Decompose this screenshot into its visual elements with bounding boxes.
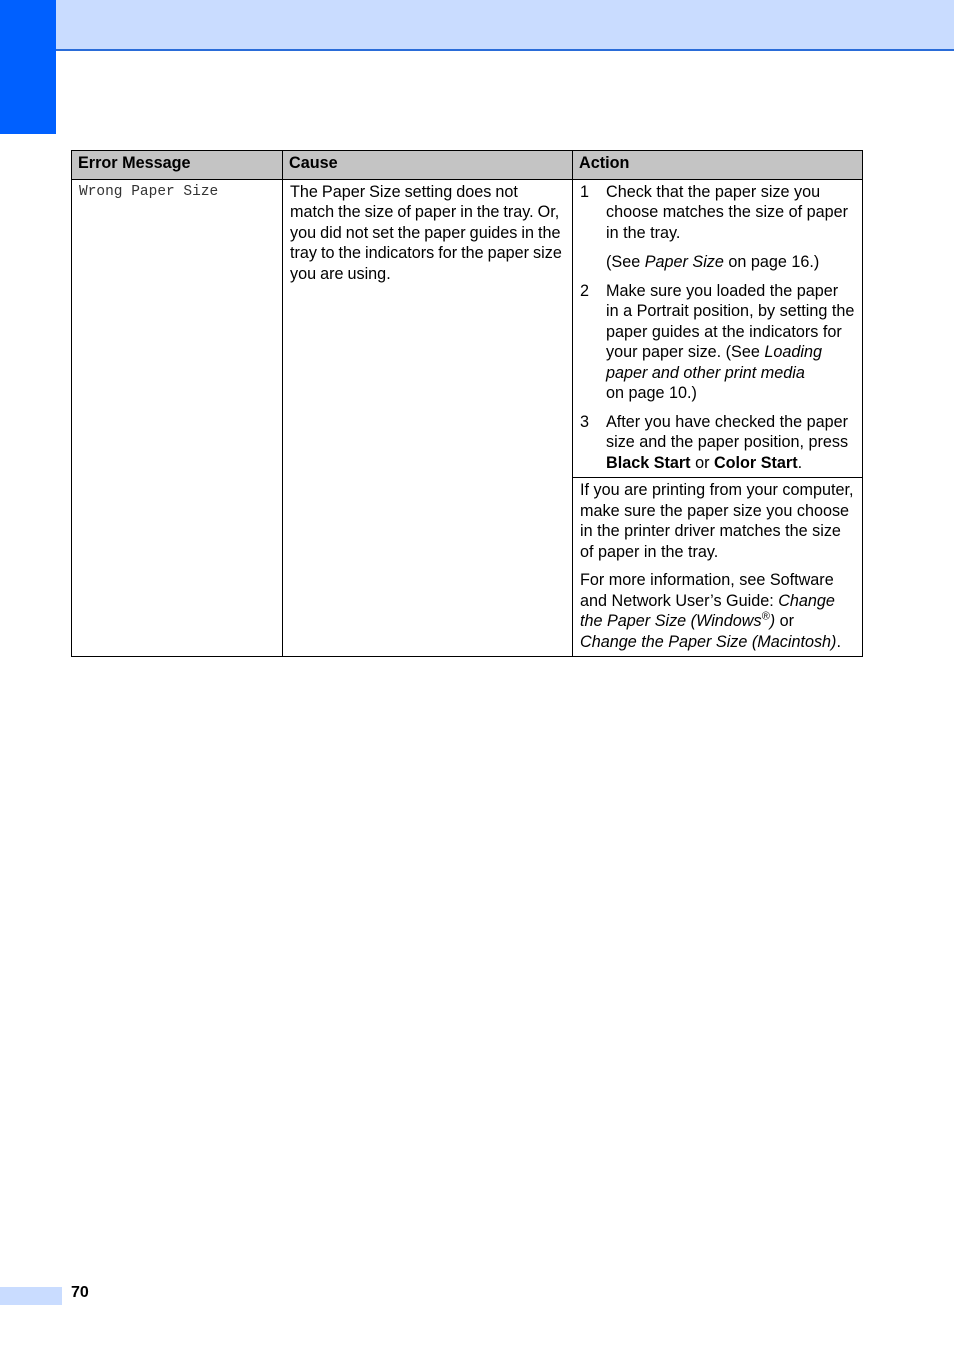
step-text: Check that the paper size you choose matches the size of paper in the tray. bbox=[606, 182, 849, 242]
button-name-black-start: Black Start bbox=[606, 453, 691, 472]
step-text: After you have checked the paper size and the paper position, press Black Start or Color Start. bbox=[606, 412, 849, 472]
cross-reference: Paper Size bbox=[644, 253, 724, 271]
header-error-message: Error Message bbox=[72, 151, 283, 180]
step-text: Make sure you loaded the paper in a Portrait position, by setting the paper guides at the indicators for your paper size. (See Loading paper and other print media on page 10.) bbox=[606, 281, 855, 402]
footer-bar bbox=[0, 1287, 62, 1305]
header-action: Action bbox=[573, 151, 863, 180]
action-steps-cell bbox=[573, 179, 863, 478]
table-header-row bbox=[72, 151, 863, 180]
step-number: 3 bbox=[580, 412, 590, 431]
action-step-2 bbox=[580, 281, 855, 404]
button-name-color-start: Color Start bbox=[713, 453, 798, 472]
action-paragraph: If you are printing from your computer, make sure the paper size you choose in the printer driver matches the size of paper in the tray. bbox=[580, 481, 854, 561]
cause-cell: The Paper Size setting does not match the size of paper in the tray. Or, you did not set the paper guides in the tray to the indicators for the paper size you are using. bbox=[283, 179, 573, 657]
action-extra-cell bbox=[573, 478, 863, 657]
step-number: 1 bbox=[580, 182, 590, 201]
action-steps bbox=[580, 182, 855, 474]
cross-reference: Change the Paper Size (Windows®) bbox=[580, 591, 835, 630]
action-step-1 bbox=[580, 182, 855, 273]
step-note: (See Paper Size on page 16.) bbox=[606, 253, 820, 271]
table-row bbox=[72, 179, 863, 478]
page-number: 70 bbox=[71, 1284, 89, 1301]
cross-reference: Loading paper and other print media bbox=[606, 343, 822, 382]
header-band bbox=[0, 0, 954, 51]
error-message-cell: Wrong Paper Size bbox=[72, 179, 283, 657]
error-table bbox=[71, 150, 863, 657]
header-cause: Cause bbox=[283, 151, 573, 180]
step-number: 2 bbox=[580, 281, 590, 300]
cross-reference: Change the Paper Size (Macintosh) bbox=[580, 632, 837, 651]
action-step-3 bbox=[580, 412, 855, 474]
action-paragraph: For more information, see Software and Network User’s Guide: Change the Paper Size (Windows®) or Change the Paper Size (Macintosh). bbox=[580, 571, 841, 651]
chapter-tab bbox=[0, 0, 56, 134]
